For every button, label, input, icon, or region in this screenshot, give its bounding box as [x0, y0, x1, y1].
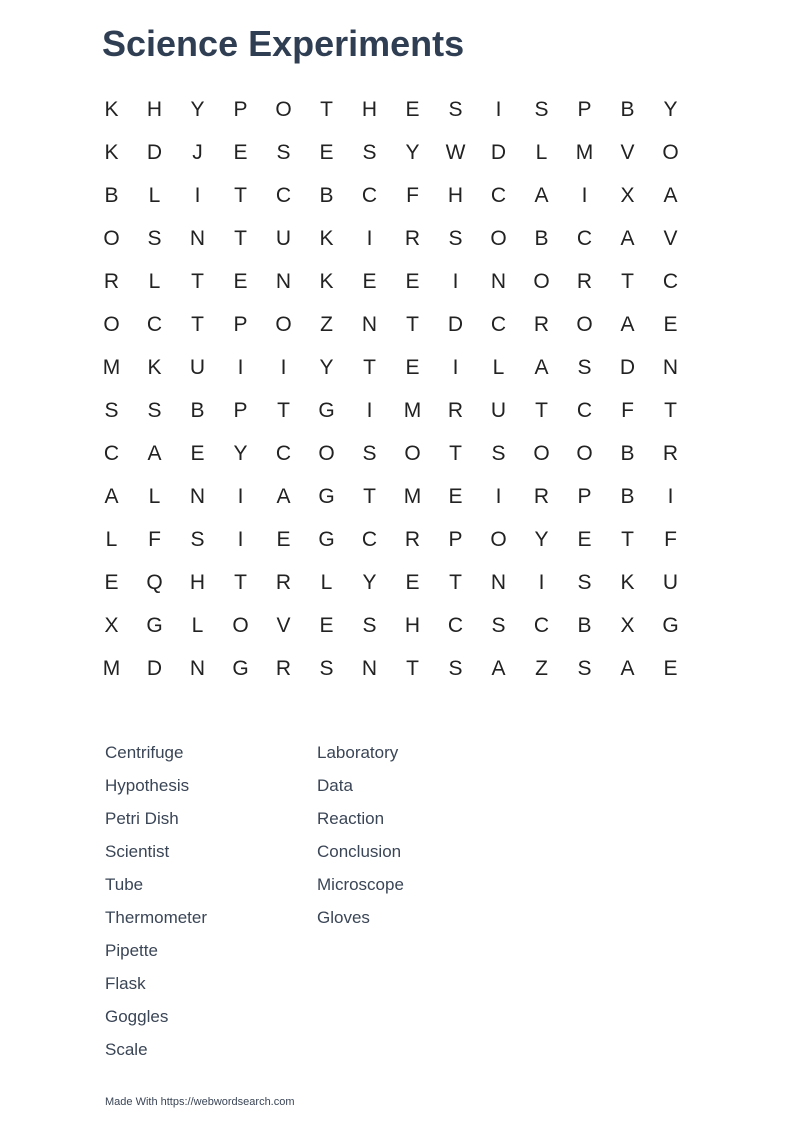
word-list-item: Petri Dish [105, 809, 179, 828]
grid-letter: E [319, 140, 334, 164]
grid-letter: C [275, 183, 292, 207]
grid-letter: N [189, 484, 206, 508]
grid-letter: Q [146, 570, 163, 594]
grid-letter: T [664, 398, 677, 422]
grid-letter: A [620, 226, 635, 250]
grid-letter: S [534, 97, 549, 121]
grid-letter: I [366, 226, 373, 250]
grid-letter: B [319, 183, 334, 207]
grid-letter: Y [362, 570, 377, 594]
grid-letter: E [405, 97, 420, 121]
grid-letter: T [234, 183, 247, 207]
grid-letter: I [280, 355, 287, 379]
grid-letter: O [662, 140, 679, 164]
grid-letter: P [577, 97, 592, 121]
grid-letter: O [576, 312, 593, 336]
grid-letter: B [190, 398, 205, 422]
grid-letter: M [102, 656, 121, 680]
grid-letter: C [361, 527, 378, 551]
grid-letter: S [147, 398, 162, 422]
grid-letter: O [103, 312, 120, 336]
grid-letter: Y [319, 355, 334, 379]
grid-letter: T [191, 269, 204, 293]
grid-letter: D [447, 312, 464, 336]
word-list-item: Data [317, 776, 353, 795]
grid-letter: S [147, 226, 162, 250]
grid-letter: X [620, 183, 635, 207]
grid-letter: A [491, 656, 506, 680]
grid-letter: M [403, 398, 422, 422]
grid-letter: H [189, 570, 206, 594]
grid-letter: M [575, 140, 594, 164]
page-title: Science Experiments [102, 23, 465, 64]
grid-letter: F [406, 183, 419, 207]
grid-letter: D [490, 140, 507, 164]
word-list-item: Laboratory [317, 743, 399, 762]
grid-letter: S [448, 97, 463, 121]
grid-letter: S [319, 656, 334, 680]
grid-letter: V [276, 613, 291, 637]
word-list-item: Gloves [317, 908, 370, 927]
grid-letter: B [620, 97, 635, 121]
grid-letter: L [148, 484, 161, 508]
grid-letter: L [148, 269, 161, 293]
grid-letter: E [663, 312, 678, 336]
grid-letter: A [104, 484, 119, 508]
grid-letter: Y [534, 527, 549, 551]
grid-letter: M [403, 484, 422, 508]
grid-letter: F [148, 527, 161, 551]
grid-letter: N [490, 570, 507, 594]
grid-letter: E [362, 269, 377, 293]
grid-letter: R [576, 269, 593, 293]
grid-letter: V [620, 140, 635, 164]
grid-letter: S [491, 613, 506, 637]
word-list-item: Thermometer [105, 908, 208, 927]
grid-letter: F [621, 398, 634, 422]
grid-letter: T [320, 97, 333, 121]
grid-letter: J [192, 140, 203, 164]
word-list-item: Tube [105, 875, 144, 894]
grid-letter: O [533, 269, 550, 293]
grid-letter: S [491, 441, 506, 465]
grid-letter: B [577, 613, 592, 637]
grid-letter: E [405, 269, 420, 293]
grid-letter: T [191, 312, 204, 336]
grid-letter: X [104, 613, 119, 637]
grid-letter: N [361, 656, 378, 680]
grid-letter: K [147, 355, 162, 379]
grid-letter: K [104, 140, 119, 164]
grid-letter: I [495, 484, 502, 508]
grid-letter: Y [405, 140, 420, 164]
grid-letter: T [234, 226, 247, 250]
grid-letter: P [233, 312, 248, 336]
grid-letter: S [190, 527, 205, 551]
grid-letter: G [232, 656, 249, 680]
grid-letter: E [405, 355, 420, 379]
grid-letter: P [577, 484, 592, 508]
grid-letter: K [319, 226, 334, 250]
grid-letter: T [535, 398, 548, 422]
letter-grid [90, 88, 692, 690]
grid-letter: D [146, 140, 163, 164]
word-list-item: Pipette [105, 941, 158, 960]
grid-letter: W [445, 140, 466, 164]
grid-letter: C [103, 441, 120, 465]
grid-letter: G [318, 398, 335, 422]
grid-letter: T [621, 269, 634, 293]
grid-letter: G [662, 613, 679, 637]
grid-letter: H [404, 613, 421, 637]
grid-letter: D [146, 656, 163, 680]
grid-letter: E [233, 269, 248, 293]
grid-letter: Z [320, 312, 333, 336]
grid-letter: Z [535, 656, 548, 680]
grid-letter: L [105, 527, 118, 551]
grid-letter: R [275, 656, 292, 680]
grid-letter: E [319, 613, 334, 637]
grid-letter: G [318, 484, 335, 508]
grid-letter: D [619, 355, 636, 379]
grid-letter: G [318, 527, 335, 551]
grid-letter: Y [663, 97, 678, 121]
grid-letter: A [276, 484, 291, 508]
grid-letter: N [275, 269, 292, 293]
grid-letter: U [275, 226, 292, 250]
grid-letter: T [449, 570, 462, 594]
grid-letter: R [533, 484, 550, 508]
grid-letter: S [448, 226, 463, 250]
grid-letter: V [663, 226, 678, 250]
grid-letter: I [366, 398, 373, 422]
grid-letter: O [576, 441, 593, 465]
grid-letter: H [447, 183, 464, 207]
grid-letter: C [576, 226, 593, 250]
grid-letter: C [533, 613, 550, 637]
grid-letter: O [103, 226, 120, 250]
grid-letter: S [577, 656, 592, 680]
grid-letter: R [447, 398, 464, 422]
grid-letter: S [362, 613, 377, 637]
word-list-item: Reaction [317, 809, 385, 828]
grid-letter: L [148, 183, 161, 207]
grid-letter: E [448, 484, 463, 508]
grid-letter: R [404, 527, 421, 551]
grid-letter: T [406, 312, 419, 336]
grid-letter: R [275, 570, 292, 594]
grid-letter: T [621, 527, 634, 551]
grid-letter: C [662, 269, 679, 293]
grid-letter: I [452, 269, 459, 293]
grid-letter: S [276, 140, 291, 164]
grid-letter: C [146, 312, 163, 336]
grid-letter: O [232, 613, 249, 637]
grid-letter: L [320, 570, 333, 594]
grid-letter: X [620, 613, 635, 637]
grid-letter: O [533, 441, 550, 465]
grid-letter: R [533, 312, 550, 336]
grid-letter: E [190, 441, 205, 465]
grid-letter: N [189, 226, 206, 250]
grid-letter: Y [233, 441, 248, 465]
word-list-column-1 [105, 736, 305, 1066]
grid-letter: R [103, 269, 120, 293]
grid-letter: K [620, 570, 635, 594]
grid-letter: N [189, 656, 206, 680]
word-list-item: Scale [105, 1040, 148, 1059]
grid-letter: I [581, 183, 588, 207]
grid-letter: I [237, 527, 244, 551]
grid-letter: P [233, 398, 248, 422]
grid-letter: C [490, 183, 507, 207]
grid-letter: A [534, 183, 549, 207]
word-list-item: Microscope [317, 875, 404, 894]
grid-letter: T [406, 656, 419, 680]
grid-letter: K [104, 97, 119, 121]
footer-credit: Made With https://webwordsearch.com [105, 1096, 295, 1108]
grid-letter: I [538, 570, 545, 594]
grid-letter: O [490, 226, 507, 250]
grid-letter: C [576, 398, 593, 422]
grid-letter: A [620, 312, 635, 336]
grid-letter: S [104, 398, 119, 422]
grid-letter: H [146, 97, 163, 121]
grid-letter: S [362, 140, 377, 164]
grid-letter: A [620, 656, 635, 680]
grid-letter: T [234, 570, 247, 594]
grid-letter: P [448, 527, 463, 551]
grid-letter: C [447, 613, 464, 637]
grid-letter: U [189, 355, 206, 379]
grid-letter: B [620, 441, 635, 465]
grid-letter: O [275, 97, 292, 121]
grid-letter: E [104, 570, 119, 594]
grid-letter: P [233, 97, 248, 121]
grid-letter: C [361, 183, 378, 207]
grid-letter: A [663, 183, 678, 207]
grid-letter: N [361, 312, 378, 336]
grid-letter: M [102, 355, 121, 379]
word-list-item: Flask [105, 974, 146, 993]
grid-letter: A [147, 441, 162, 465]
word-list-item: Goggles [105, 1007, 169, 1026]
grid-letter: U [490, 398, 507, 422]
grid-letter: O [490, 527, 507, 551]
grid-letter: S [448, 656, 463, 680]
grid-letter: R [662, 441, 679, 465]
grid-letter: S [577, 355, 592, 379]
grid-letter: N [662, 355, 679, 379]
grid-letter: L [535, 140, 548, 164]
grid-letter: I [237, 484, 244, 508]
grid-letter: C [490, 312, 507, 336]
grid-letter: I [667, 484, 674, 508]
grid-letter: T [277, 398, 290, 422]
grid-letter: F [664, 527, 677, 551]
grid-letter: L [191, 613, 204, 637]
grid-letter: T [363, 355, 376, 379]
grid-letter: H [361, 97, 378, 121]
grid-letter: I [194, 183, 201, 207]
grid-letter: E [276, 527, 291, 551]
grid-letter: I [452, 355, 459, 379]
grid-letter: O [404, 441, 421, 465]
grid-letter: E [405, 570, 420, 594]
grid-letter: U [662, 570, 679, 594]
word-list-column-2 [317, 736, 517, 934]
grid-letter: N [490, 269, 507, 293]
grid-letter: T [449, 441, 462, 465]
grid-letter: O [275, 312, 292, 336]
grid-letter: S [577, 570, 592, 594]
word-list-item: Scientist [105, 842, 170, 861]
grid-letter: E [233, 140, 248, 164]
grid-letter: G [146, 613, 163, 637]
grid-letter: Y [190, 97, 205, 121]
grid-letter: T [363, 484, 376, 508]
grid-letter: C [275, 441, 292, 465]
grid-letter: R [404, 226, 421, 250]
grid-letter: L [492, 355, 505, 379]
word-list-item: Conclusion [317, 842, 402, 861]
grid-letter: B [620, 484, 635, 508]
grid-letter: E [663, 656, 678, 680]
grid-letter: A [534, 355, 549, 379]
grid-letter: O [318, 441, 335, 465]
word-list-item: Hypothesis [105, 776, 190, 795]
word-list-item: Centrifuge [105, 743, 184, 762]
grid-letter: E [577, 527, 592, 551]
grid-letter: B [104, 183, 119, 207]
grid-letter: I [237, 355, 244, 379]
grid-letter: I [495, 97, 502, 121]
grid-letter: B [534, 226, 549, 250]
grid-letter: S [362, 441, 377, 465]
grid-letter: K [319, 269, 334, 293]
